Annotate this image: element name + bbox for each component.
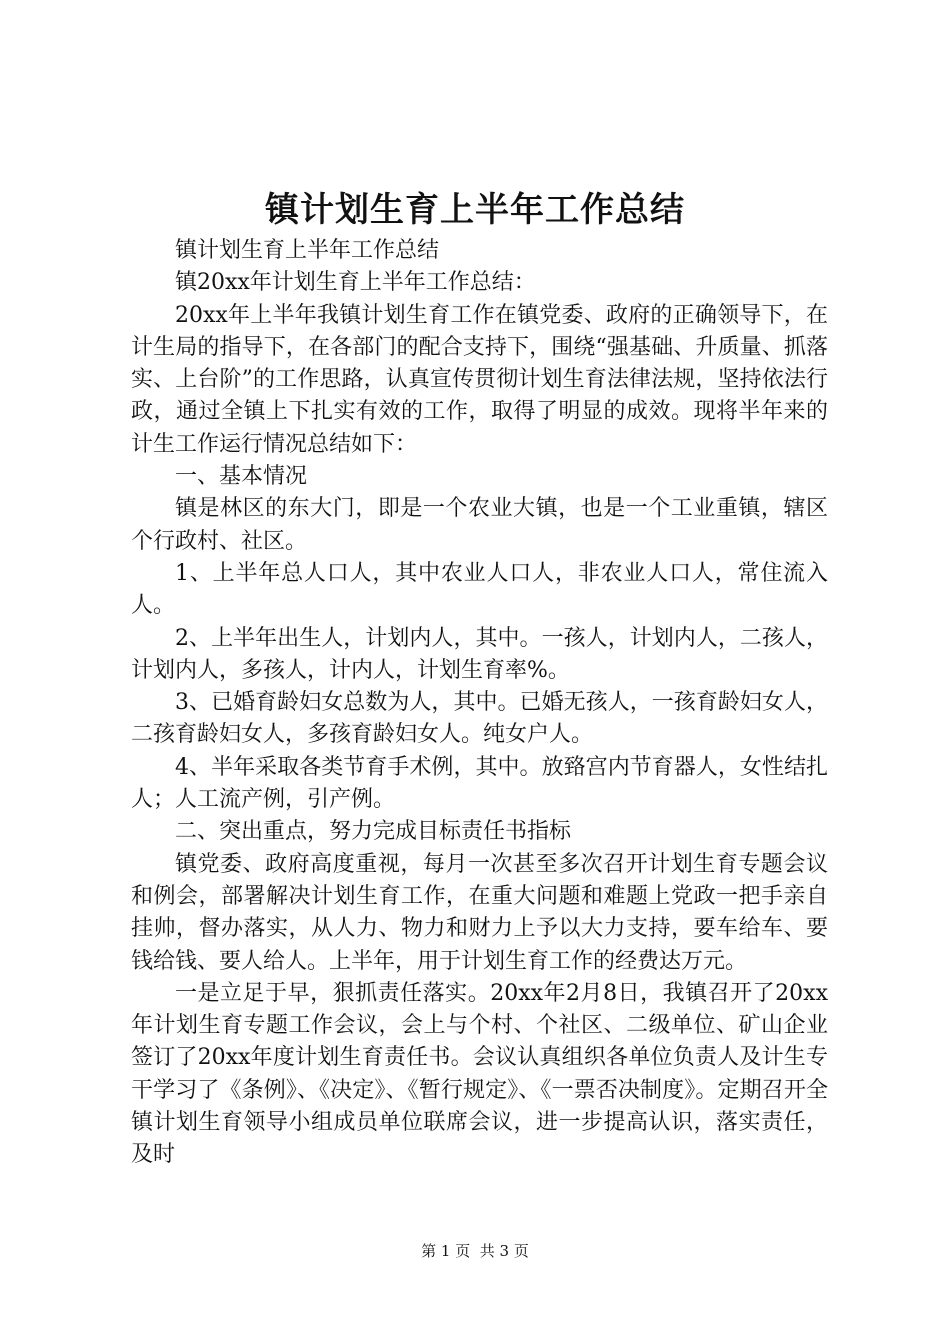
- paragraph: 1、上半年总人口人，其中农业人口人，非农业人口人，常住流入人。: [131, 560, 828, 619]
- document-title: 镇计划生育上半年工作总结: [265, 190, 685, 230]
- paragraph: 4、半年采取各类节育手术例，其中。放臵宫内节育器人，女性结扎人；人工流产例，引产例。: [131, 754, 828, 813]
- paragraph: 3、已婚育龄妇女总数为人，其中。已婚无孩人，一孩育龄妇女人，二孩育龄妇女人，多孩育龄妇女人。纯女户人。: [131, 690, 828, 748]
- paragraph: 镇20xx年计划生育上半年工作总结：: [175, 270, 536, 296]
- section-heading: 二、突出重点，努力完成目标责任书指标: [175, 819, 572, 845]
- document-body: [131, 235, 828, 1172]
- page-footer: 第 1 页 共 3 页: [421, 1242, 529, 1260]
- paragraph: 一是立足于早，狠抓责任落实。20xx年2月8日，我镇召开了20xx年计划生育专题工作会议，会上与个村、个社区、二级单位、矿山企业签订了20xx年度计划生育责任书。会议认真组织各单位负责人及计生专干学习了《条例》、《决定》、《暂行规定》、《一票否决制度》。定期召开全镇计划生育领导小组成员单位联席会议，进一步提高认识，落实责任，及时: [131, 980, 828, 1168]
- paragraph: 2、上半年出生人，计划内人，其中。一孩人，计划内人，二孩人，计划内人，多孩人，计内人，计划生育率%。: [131, 625, 828, 683]
- paragraph: 镇党委、政府高度重视，每月一次甚至多次召开计划生育专题会议和例会，部署解决计划生育工作，在重大问题和难题上党政一把手亲自挂帅，督办落实，从人力、物力和财力上予以大力支持，要车给车、要钱给钱、要人给人。上半年，用于计划生育工作的经费达万元。: [131, 851, 828, 974]
- section-heading: 一、基本情况: [175, 464, 308, 490]
- paragraph: 20xx年上半年我镇计划生育工作在镇党委、政府的正确领导下，在计生局的指导下，在各部门的配合支持下，围绕“强基础、升质量、抓落实、上台阶”的工作思路，认真宣传贯彻计划生育法律法规，坚持依法行政，通过全镇上下扎实有效的工作，取得了明显的成效。现将半年来的计生工作运行情况总结如下：: [131, 302, 828, 457]
- paragraph: 镇是林区的东大门，即是一个农业大镇，也是一个工业重镇，辖区个行政村、社区。: [131, 496, 828, 554]
- paragraph: 镇计划生育上半年工作总结: [175, 238, 440, 263]
